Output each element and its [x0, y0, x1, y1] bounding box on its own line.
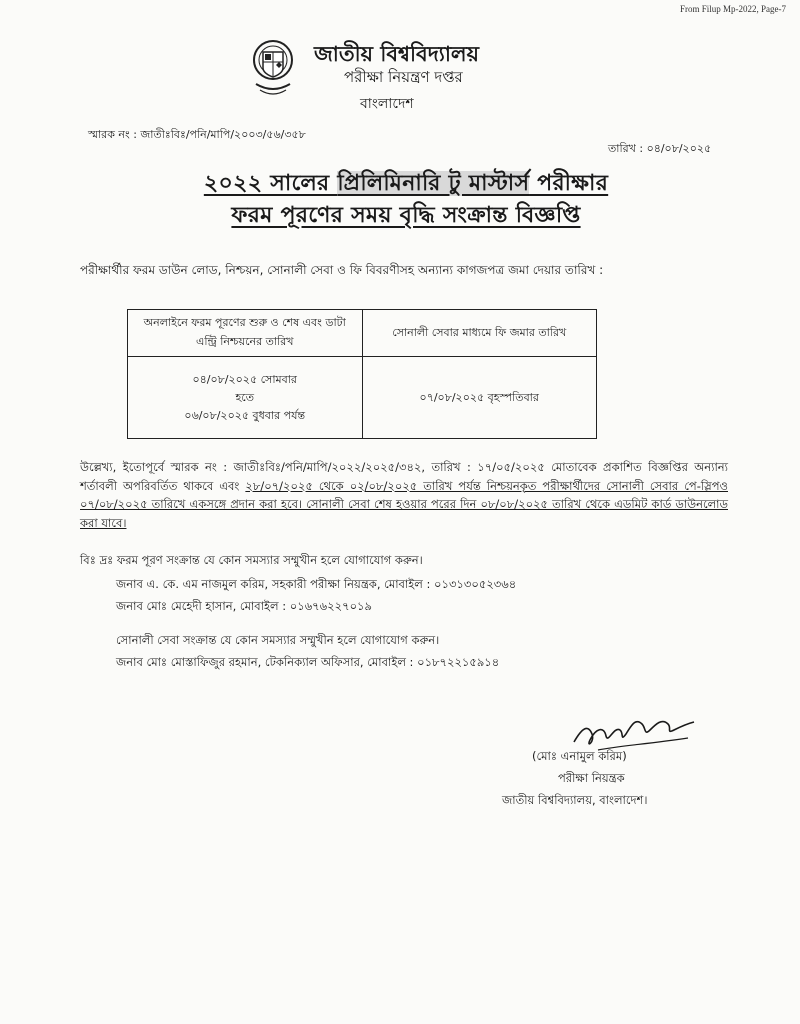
source-note: From Filup Mp-2022, Page-7 [679, 4, 786, 14]
notice-date: তারিখ : ০৪/০৮/২০২৫ [608, 142, 712, 155]
country-name: বাংলাদেশ [360, 96, 414, 112]
paragraph-part-2: ২৮/০৭/২০২৫ থেকে ০২/০৮/২০২৫ তারিখ পর্যন্ত নিশ্চয়নকৃত পরীক্ষার্থীদের সোনালী সেবার পে-স্লিপও ০৭/০৮/২০২৫ তারিখে একসঙ্গে প্রদান করা হবে। সোনালী সেবা শেষ হওয়ার পরের দিন ০৮/০৮/২০২৫ তারিখ থেকে এডমিট কার্ড ডাউনলোড করা যাবে। [80, 478, 728, 530]
notice-title [96, 168, 716, 232]
signatory-name: (মোঃ এনামুল করিম) [532, 749, 627, 763]
start-date: ০৪/০৮/২০২৫ সোমবার [192, 372, 297, 386]
intro-text: পরীক্ষার্থীর ফরম ডাউন লোড, নিশ্চয়ন, সোনালী সেবা ও ফি বিবরণীসহ অন্যান্য কাগজপত্র জমা দেয়ার তারিখ : [80, 263, 604, 277]
contact-line: জনাব এ. কে. এম নাজমুল করিম, সহকারী পরীক্ষা নিয়ন্ত্রক, মোবাইল : ০১৩১৩০৫২৩৬৪ [116, 577, 517, 591]
end-date: ০৬/০৮/২০২৫ বুধবার পর্যন্ত [184, 408, 306, 422]
table-header-online-dates: অনলাইনে ফরম পূরণের শুরু ও শেষ এবং ডাটা এন্ট্রি নিশ্চয়নের তারিখ [128, 310, 363, 357]
table-header-fee-date: সোনালী সেবার মাধ্যমে ফি জমার তারিখ [362, 310, 597, 357]
online-date-range [128, 357, 363, 439]
memo-number: স্মারক নং : জাতীঃবিঃ/পনি/মাপি/২০০৩/৫৬/৩৫৮ [88, 128, 306, 141]
fee-date: ০৭/০৮/২০২৫ বৃহস্পতিবার [362, 357, 597, 439]
university-logo-icon [250, 38, 296, 102]
contact-line: জনাব মোঃ মেহেদী হাসান, মোবাইল : ০১৬৭৬২২৭০১৯ [116, 599, 372, 613]
paragraph-part-1: উল্লেখ্য, ইতোপূর্বে স্মারক নং : জাতীঃবিঃ/পনি/মাপি/২০২২/২০২৫/৩৪২, তারিখ : ১৭/০৫/২০২৫ মোতাবেক প্রকাশিত বিজ্ঞপ্তির অন্যান্য শর্তাবলী অপরিবর্তিত থাকবে এবং [80, 460, 728, 493]
schedule-table [127, 309, 597, 439]
university-name: জাতীয় বিশ্ববিদ্যালয় [314, 42, 479, 66]
office-name: পরীক্ষা নিয়ন্ত্রণ দপ্তর [344, 68, 463, 86]
title-line-1 [96, 168, 716, 200]
contact-note: বিঃ দ্রঃ ফরম পূরণ সংক্রান্ত যে কোন সমস্যার সম্মুখীন হলে যোগাযোগ করুন। [80, 553, 423, 567]
contact-note: সোনালী সেবা সংক্রান্ত যে কোন সমস্যার সম্মুখীন হলে যোগাযোগ করুন। [116, 633, 440, 647]
notice-paragraph [80, 458, 728, 532]
title-prefix: ২০২২ সালের [203, 171, 338, 196]
contact-line: জনাব মোঃ মোস্তাফিজুর রহমান, টেকনিক্যাল অফিসার, মোবাইল : ০১৮৭২২১৫৯১৪ [116, 655, 500, 669]
range-word: হতে [235, 390, 254, 404]
title-line-2: ফরম পূরণের সময় বৃদ্ধি সংক্রান্ত বিজ্ঞপ্তি [231, 203, 581, 228]
title-suffix: পরীক্ষার [529, 171, 609, 196]
title-exam-name: প্রিলিমিনারি টু মাস্টার্স [337, 171, 530, 196]
signatory-designation: পরীক্ষা নিয়ন্ত্রক [558, 771, 625, 785]
signatory-organization: জাতীয় বিশ্ববিদ্যালয়, বাংলাদেশ। [502, 793, 648, 807]
